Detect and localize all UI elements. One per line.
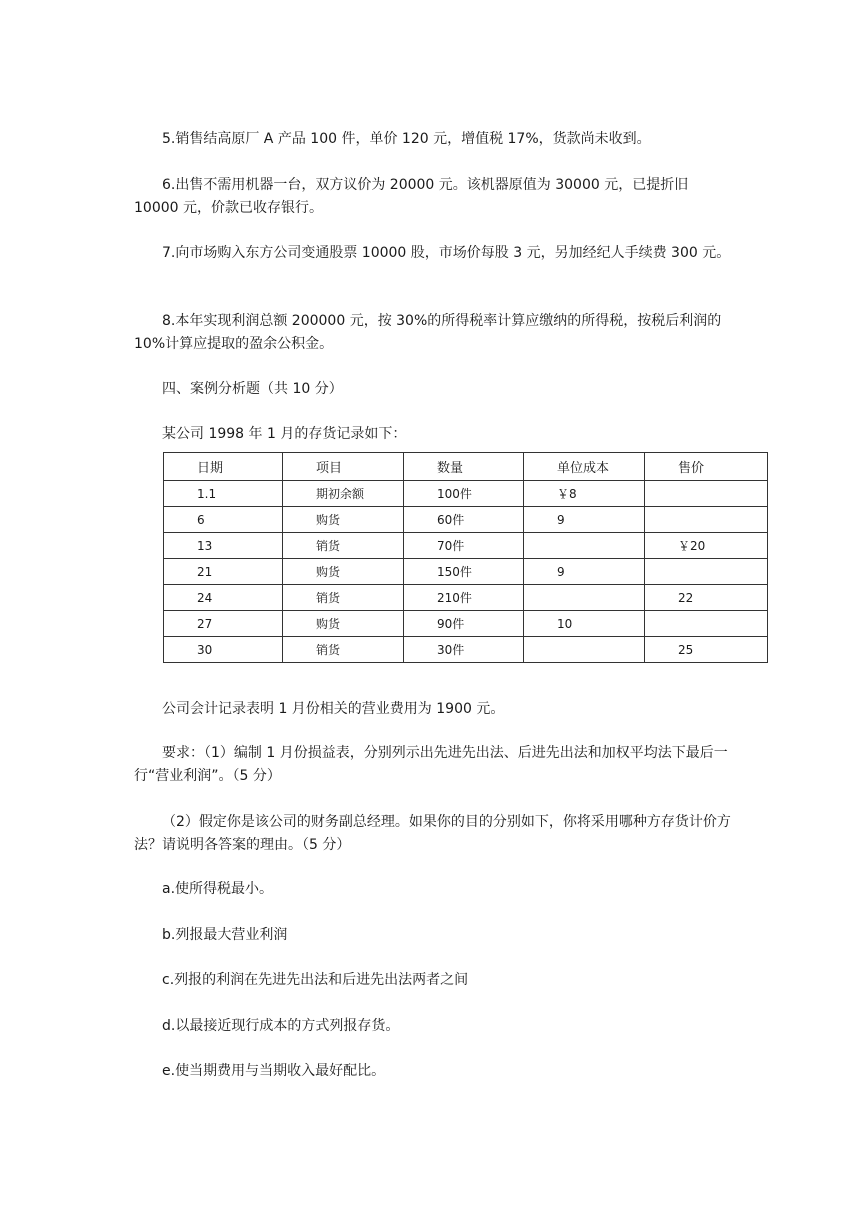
cell-unit-cost [524, 637, 645, 663]
cell-price [645, 611, 768, 637]
requirement-1: 要求：（1）编制 1 月份损益表，分别列示出先进先出法、后进先出法和加权平均法下最后一行“营业利润”。（5 分） [134, 745, 728, 784]
header-unit-cost: 单位成本 [524, 453, 645, 481]
goal-c: c.列报的利润在先进先出法和后进先出法两者之间 [162, 972, 469, 988]
goal-a: a.使所得税最小。 [162, 881, 274, 897]
table-intro: 某公司 1998 年 1 月的存货记录如下： [162, 426, 407, 442]
cell-quantity: 30件 [404, 637, 524, 663]
section-heading: 四、案例分析题（共 10 分） [162, 381, 343, 397]
table-row [164, 533, 768, 559]
cell-item: 销货 [283, 533, 404, 559]
inventory-table [163, 452, 768, 663]
cell-quantity: 90件 [404, 611, 524, 637]
cell-price [645, 481, 768, 507]
header-price: 售价 [645, 453, 768, 481]
cell-date: 30 [164, 637, 283, 663]
header-quantity: 数量 [404, 453, 524, 481]
cell-item: 购货 [283, 507, 404, 533]
goal-d: d.以最接近现行成本的方式列报存货。 [162, 1018, 400, 1034]
cell-date: 13 [164, 533, 283, 559]
cell-quantity: 100件 [404, 481, 524, 507]
question-7: 7.向市场购入东方公司变通股票 10000 股，市场价每股 3 元，另加经纪人手续费 300 元。 [162, 245, 731, 261]
table-header-row [164, 453, 768, 481]
table-row [164, 507, 768, 533]
cell-quantity: 210件 [404, 585, 524, 611]
cell-unit-cost [524, 585, 645, 611]
header-date: 日期 [164, 453, 283, 481]
cell-price: 25 [645, 637, 768, 663]
cell-unit-cost [524, 533, 645, 559]
question-8: 8.本年实现利润总额 200000 元，按 30%的所得税率计算应缴纳的所得税，按税后利润的 10%计算应提取的盈余公积金。 [134, 313, 722, 352]
goal-b: b.列报最大营业利润 [162, 927, 288, 943]
header-item: 项目 [283, 453, 404, 481]
cell-unit-cost: 9 [524, 559, 645, 585]
cell-price: 22 [645, 585, 768, 611]
cell-item: 购货 [283, 559, 404, 585]
cell-quantity: 150件 [404, 559, 524, 585]
cell-price: ￥20 [645, 533, 768, 559]
expense-note: 公司会计记录表明 1 月份相关的营业费用为 1900 元。 [162, 701, 505, 717]
cell-date: 24 [164, 585, 283, 611]
table-row [164, 559, 768, 585]
question-5: 5.销售结高原厂 A 产品 100 件，单价 120 元，增值税 17%，货款尚未收到。 [162, 131, 651, 147]
cell-date: 6 [164, 507, 283, 533]
question-6: 6.出售不需用机器一台，双方议价为 20000 元。该机器原值为 30000 元，已提折旧 10000 元，价款已收存银行。 [134, 177, 689, 216]
table-row [164, 637, 768, 663]
goal-e: e.使当期费用与当期收入最好配比。 [162, 1063, 386, 1079]
cell-quantity: 60件 [404, 507, 524, 533]
table-row [164, 611, 768, 637]
cell-date: 27 [164, 611, 283, 637]
cell-quantity: 70件 [404, 533, 524, 559]
cell-unit-cost: ￥8 [524, 481, 645, 507]
cell-item: 销货 [283, 585, 404, 611]
cell-item: 购货 [283, 611, 404, 637]
table-row [164, 481, 768, 507]
requirement-2: （2）假定你是该公司的财务副总经理。如果你的目的分别如下，你将采用哪种方存货计价方法？请说明各答案的理由。（5 分） [134, 814, 731, 853]
cell-item: 销货 [283, 637, 404, 663]
cell-unit-cost: 10 [524, 611, 645, 637]
cell-price [645, 559, 768, 585]
cell-unit-cost: 9 [524, 507, 645, 533]
cell-date: 1.1 [164, 481, 283, 507]
cell-price [645, 507, 768, 533]
cell-date: 21 [164, 559, 283, 585]
table-row [164, 585, 768, 611]
cell-item: 期初余额 [283, 481, 404, 507]
